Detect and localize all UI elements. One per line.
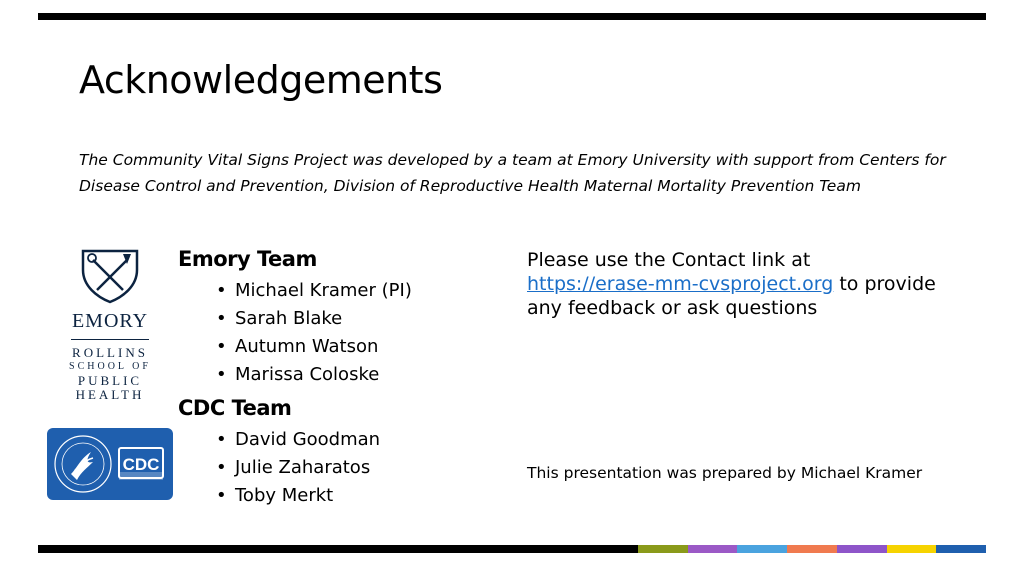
bottom-bar — [38, 545, 986, 553]
bottom-bar-segment — [737, 545, 787, 553]
intro-text: The Community Vital Signs Project was developed by a team at Emory University with support from Centers for Disease Control and Prevention, Division of Reproductive Health Maternal Mortality Prevention Team — [79, 151, 946, 195]
cdc-team-heading: CDC Team — [178, 396, 292, 420]
bottom-bar-segment — [837, 545, 887, 553]
emory-divider — [71, 339, 149, 340]
bottom-bar-black — [38, 545, 638, 553]
prepared-by-text: This presentation was prepared by Michael Kramer — [527, 464, 923, 482]
emory-wordmark: EMORY — [71, 310, 149, 332]
rollins-school-name: ROLLINS SCHOOL OF PUBLIC HEALTH — [69, 345, 151, 402]
top-bar — [38, 13, 986, 20]
emory-logo — [60, 248, 160, 402]
hhs-eagle-icon — [55, 436, 111, 492]
bottom-bar-segment — [936, 545, 986, 553]
page-title: Acknowledgements — [79, 58, 443, 102]
project-website-link[interactable]: https://erase-mm-cvsproject.org — [527, 273, 834, 295]
emory-team-heading: Emory Team — [178, 247, 317, 271]
bottom-bar-segment — [688, 545, 738, 553]
contact-text: Please use the Contact link at https://erase-mm-cvsproject.org to provide any feedback or ask questions — [527, 249, 936, 319]
bottom-bar-segment — [887, 545, 937, 553]
cdc-hhs-logo — [47, 428, 173, 500]
bottom-bar-segment — [787, 545, 837, 553]
shield-torch-icon — [79, 248, 141, 304]
cdc-wordmark: CDC — [122, 455, 160, 474]
bottom-bar-segment — [638, 545, 688, 553]
